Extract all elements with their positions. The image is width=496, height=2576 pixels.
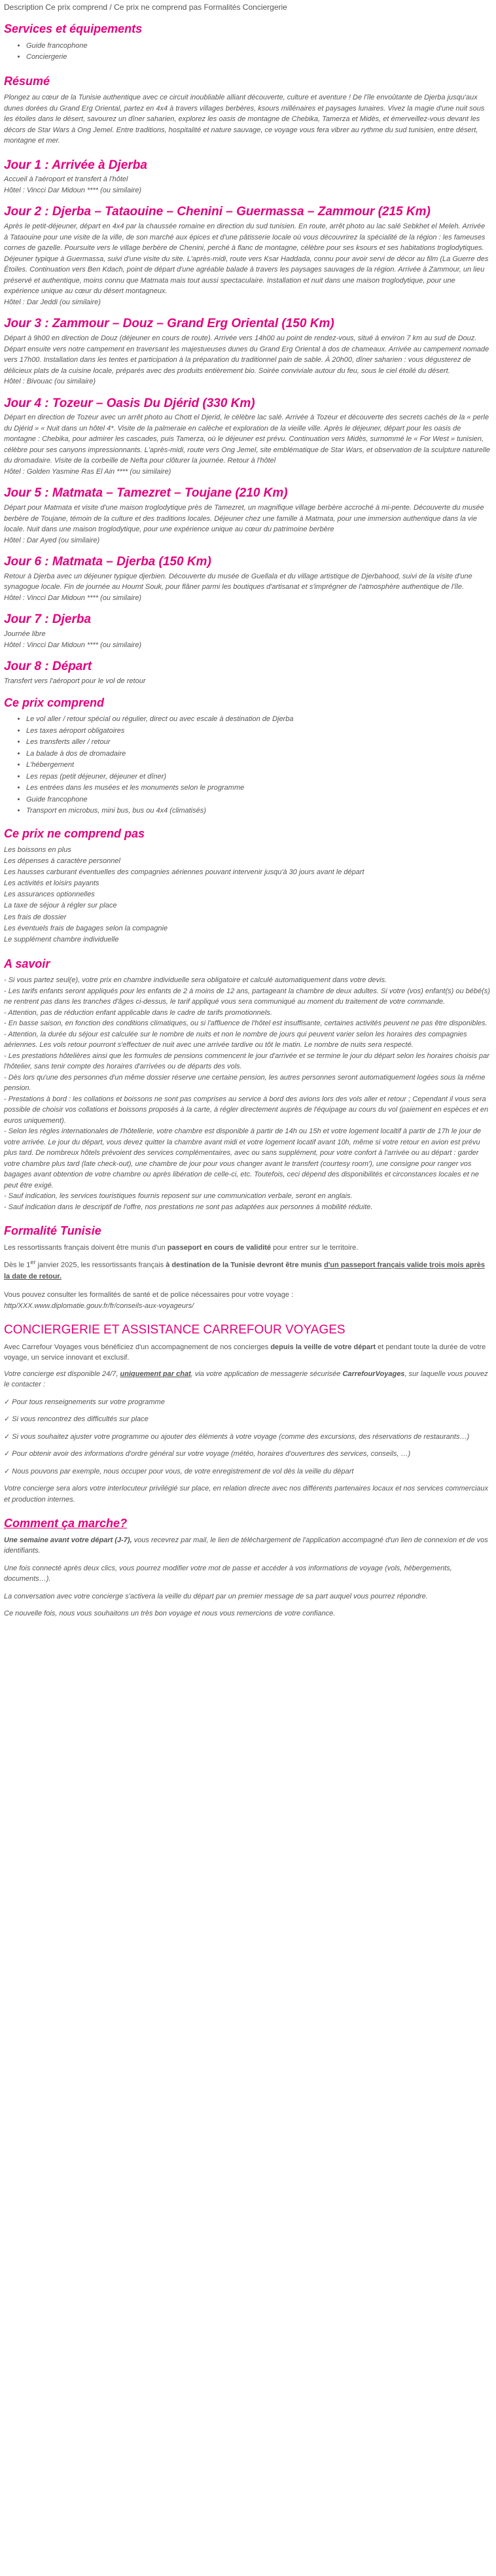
day-1 (4, 158, 491, 196)
list-item: • Les repas (petit déjeuner, déjeuner et dîner) (26, 771, 491, 783)
day-title: Jour 1 : Arrivée à Djerba (4, 158, 147, 172)
day-5 (4, 486, 491, 546)
list-item: Les hausses carburant éventuelles des compagnies aériennes pouvant intervenir jusqu'à 30 jours avant le départ (4, 868, 364, 877)
formalite-title: Formalité Tunisie (4, 1224, 101, 1238)
day-title: Jour 2 : Djerba – Tataouine – Chenini – Guermassa – Zammour (215 Km) (4, 205, 431, 219)
day-text: Après le petit-déjeuner, départ en 4x4 par la chaussée romaine en direction du sud tunisien. En route, arrêt photo au lac salé Sebkhet el Meleh. Arrivée à Tataouine pour une visite de la ville, de son marché aux épices et d'une pâtisserie locale où vous découvrirez la spécialité de la région : les fameuses cornes de gazelle. Poursuite vers le village berbère de Chenini, perché à flanc de montagne, célèbre pour ses ksours et ses habitations troglodytiques. Déjeuner typique à Guermassa, suivi d'une visite du site. L'après-midi, route vers Ksar Haddada, connu pour avoir servi de décor au film (La Guerre des Étoiles. Continuation vers Ben Kdach, point de départ d'une agréable balade à travers les paysages sauvages de la région. Arrivée à Zammour, un lieu préservé et authentique, moins connu que Matmata mais tout aussi spectaculaire. Installation et nuit dans une maison troglodytique, pour une expérience unique au cœur du désert montagneux. (4, 222, 489, 296)
list-item: Les frais de dossier (4, 913, 67, 921)
day-title: Jour 3 : Zammour – Douz – Grand Erg Oriental (150 Km) (4, 317, 334, 331)
day-2 (4, 205, 491, 308)
includes-list (4, 714, 491, 817)
comment-step-1: Une semaine avant votre départ (J-7), vous recevrez par mail, le lien de téléchargement de l'application accompagné d'un lien de connexion et de vos identifiants. (4, 1536, 488, 1555)
day-7 (4, 612, 491, 650)
avoir-list (4, 975, 491, 1212)
comment-title: Comment ça marche? (4, 1517, 128, 1530)
list-item: • Le vol aller / retour spécial ou régulier, direct ou avec escale à destination de Djerba (26, 714, 491, 725)
day-6 (4, 555, 491, 603)
check-item: ✓ Pour tous renseignements sur votre programme (4, 1398, 165, 1406)
day-hotel: Hôtel : Vincci Dar Midoun **** (ou similaire) (4, 641, 142, 649)
day-text: Transfert vers l'aéroport pour le vol de retour (4, 677, 146, 686)
day-title: Jour 4 : Tozeur – Oasis Du Djérid (330 Km) (4, 396, 255, 410)
list-item: - Dès lors qu'une des personnes d'un même dossier réserve une certaine pension, les autres personnes seront automatiquement logées sous la même pension. (4, 1073, 486, 1093)
list-item: • Les taxes aéroport obligatoires (26, 726, 491, 737)
day-title: Jour 6 : Matmata – Djerba (150 Km) (4, 555, 211, 569)
day-text: Départ pour Matmata et visite d'une maison troglodytique près de Tamezret, un magnifique village berbère accroché à mi-pente. Découverte du musée berbère de Toujane, témoin de la culture et des traditions locales. Déjeuner chez une famille à Matmata, pour une immersion authentique dans la vie locale. Nuit dans une maison troglodytique, pour une expérience unique au cœur du patrimoine berbère (4, 504, 484, 534)
day-hotel: Hôtel : Dar Ayed (ou similaire) (4, 536, 100, 544)
list-item: • Les entrées dans les musées et les monuments selon le programme (26, 783, 491, 794)
day-8 (4, 660, 491, 686)
includes-title: Ce prix comprend (4, 696, 105, 709)
day-text: Accueil à l'aéroport et transfert à l'hôtel (4, 175, 128, 184)
list-item: Les dépenses à caractère personnel (4, 857, 120, 866)
list-item: - Attention, la durée du séjour est calculée sur le nombre de nuits et non le nombre de jours qui peuvent varier selon les horaires des compagnies aériennes. Les vols retour pourront s'effectuer de nuit avec une arrivée tardive ou tôt le matin. Le nombre de nuits sera respecté. (4, 1030, 467, 1050)
check-item: ✓ Nous pouvons par exemple, nous occuper pour vous, de votre enregistrement de vol dès la veille du départ (4, 1467, 354, 1475)
formalite-link[interactable]: http/XXX.www.diplomatie.gouv.fr/fr/conseils-aux-voyageurs/ (4, 1301, 194, 1310)
list-item: - Les tarifs enfants seront appliqués pour les enfants de 2 à moins de 12 ans, partageant la chambre de deux adultes. Si votre (vos) enfant(s) ou bébé(s) ne rentrent pas dans les tranches d'âges ci-dessus, le tarif appliqué vous sera communiqué au moment du traitement de votre commande. (4, 987, 490, 1006)
day-4 (4, 397, 491, 478)
conciergerie-intro: Avec Carrefour Voyages vous bénéficiez d'un accompagnement de nos concierges depuis la veille de votre départ et pendant toute la durée de votre voyage, un service innovant et exclusif. (4, 1343, 486, 1362)
conciergerie-checklist (4, 1397, 491, 1477)
list-item: Les boissons en plus (4, 846, 71, 855)
formalite-passport: Les ressortissants français doivent être munis d'un passeport en cours de validité pour entrer sur le territoire. (4, 1243, 359, 1252)
services-list (4, 41, 491, 63)
list-item: • Guide francophone (26, 41, 491, 52)
list-item: Les activités et loisirs payants (4, 879, 99, 888)
resume-text: Plongez au cœur de la Tunisie authentique avec ce circuit inoubliable alliant découverte, culture et aventure ! De l'île envoûtante de Djerba jusqu'aux dunes dorées du Grand Erg Oriental, partez en 4x4 à travers villages berbères, ksours millénaires et paysages lunaires. Vivez la magie d'une nuit sous les étoiles dans le désert, savourez un dîner saharien, explorez les oasis de montagne de Chebika, Tamerza et Midès, et émerveillez-vous devant les décors de Star Wars à Ong Jemel. Entre traditions, hospitalité et nature sauvage, ce voyage vous fera vibrer au rythme du sud tunisien, entre désert, montagne et mer. (4, 94, 485, 145)
list-item: - Sauf indication, les services touristiques fournis reposent sur une communication verbale, seront en anglais. (4, 1192, 353, 1201)
conciergerie-title: CONCIERGERIE ET ASSISTANCE CARREFOUR VOYAGES (4, 1323, 345, 1337)
list-item: • L'hébergement (26, 760, 491, 771)
check-item: ✓ Si vous rencontrez des difficultés sur place (4, 1415, 149, 1424)
list-item: • Transport en microbus, mini bus, bus ou 4x4 (climatisés) (26, 805, 491, 817)
list-item: Le supplément chambre individuelle (4, 935, 119, 944)
list-item: - En basse saison, en fonction des conditions climatiques, ou si l'affluence de l'hôtel est insuffisante, certaines activités peuvent ne pas être disponibles. (4, 1019, 487, 1028)
excludes-list (4, 845, 491, 945)
day-title: Jour 5 : Matmata – Tamezret – Toujane (210 Km) (4, 486, 288, 501)
list-item: • Guide francophone (26, 794, 491, 805)
day-text: Départ en direction de Tozeur avec un arrêt photo au Chott el Djerid, le célèbre lac salé. Arrivée à Tozeur et découverte des secrets cachés de la « perle du Djérid » « Nuit dans un hôtel 4*. Visite de la palmeraie en calèche et exploration de la vieille ville. Après le déjeuner, départ pour les oasis de montagne : Chebika, pour admirer les cascades, puis Tamerza, où le déjeuner est prévu. Continuation vers Midès, surnommé le « For West » tunisien, célèbre pour ses canyons impressionnants. L'après-midi, route vers Ong Jemel, site emblématique de Star Wars, et observation de la sculpture naturelle du dromadaire. Visite de la corbeille de Nefta pour clôturer la journée. Retour à l'hôtel (4, 414, 490, 465)
list-item: - Selon les règles internationales de l'hôtellerie, votre chambre est disponible à partir de 14h ou 15h et votre logement localtif à partir de 17h le jour de votre arrivée. Le jour du départ, vous devez quitter la chambre avant midi et votre logement locatif avant 10h, même si votre retour en avion est prévu plus tard. De nombreux hôtels prévoient des services complémentaires, avec ou sans supplément, pour votre confort à l'arrivée ou au départ : garder votre chambre plus tard (late check-out), une chambre de jour pour vous changer avant le transfert (courtesy room'), une consigne pour ranger vos bagages avant obtention de votre chambre ou après libération de celle-ci, etc. Toutefois, ceci dépend des disponibilités et circonstances locales et ne peut être exigé. (4, 1127, 482, 1190)
day-hotel: Hôtel : Vincci Dar Midoun **** (ou similaire) (4, 186, 142, 194)
check-item: ✓ Si vous souhaitez ajuster votre programme ou ajouter des éléments à votre voyage (comme des excursions, des réservations de restaurants…) (4, 1432, 470, 1441)
day-title: Jour 7 : Djerba (4, 612, 92, 627)
formalite-2025: Dès le 1er janvier 2025, les ressortissants français à destination de la Tunisie devront être munis d'un passeport français valide trois mois après la date de retour. (4, 1259, 485, 1280)
resume-title: Résumé (4, 74, 50, 88)
list-item: - Prestations à bord : les collations et boissons ne sont pas comprises au service à bord des avions lors des vols aller et retour ; Cependant il vous sera possible de choisir vos collations et boissons proposés à la carte, à régler directement auprès de l'équipage au cours du vol (paiement en espèces et en euros uniquement). (4, 1095, 489, 1125)
excludes-title: Ce prix ne comprend pas (4, 826, 145, 840)
day-3 (4, 317, 491, 387)
conciergerie-availability: Votre concierge est disponible 24/7, uniquement par chat, via votre application de messagerie sécurisée CarrefourVoyages, sur laquelle vous pouvez le contacter : (4, 1369, 488, 1389)
check-item: ✓ Pour obtenir avoir des informations d'ordre général sur votre voyage (météo, horaires d'ouvertures des services, conseils, …) (4, 1450, 411, 1458)
list-item: Les assurances optionnelles (4, 891, 95, 899)
services-title: Services et équipements (4, 22, 143, 35)
day-text: Départ à 9h00 en direction de Douz (déjeuner en cours de route). Arrivée vers 14h00 au point de rendez-vous, situé à environ 7 km au sud de Douz. Départ ensuite vers notre campement en traversant les majestueuses dunes du Grand Erg Oriental à dos de chameaux. Arrivée au campement nomade vers 17h00. Installation dans les tentes et participation à la préparation du traditionnel pain de sable. À 20h00, dîner saharien : vous dégusterez de délicieux plats de la cuisine locale, préparés avec des produits entièrement bio. Soirée conviviale autour du feu, sous le ciel étoilé du désert. (4, 334, 489, 375)
comment-step-2: Une fois connecté après deux clics, vous pourrez modifier votre mot de passe et accéder à vos informations de voyage (vols, hébergements, documents…). (4, 1564, 452, 1583)
breadcrumb: Description Ce prix comprend / Ce prix ne comprend pas Formalités Conciergerie (4, 3, 287, 12)
list-item: Les éventuels frais de bagages selon la compagnie (4, 924, 168, 932)
list-item: La taxe de séjour à régler sur place (4, 902, 117, 910)
day-title: Jour 8 : Départ (4, 660, 92, 674)
day-hotel: Hôtel : Golden Yasmine Ras El Ain **** (ou similaire) (4, 467, 171, 476)
list-item: • Conciergerie (26, 52, 491, 63)
conciergerie-outro: Votre concierge sera alors votre interlocuteur privilégié sur place, en relation directe avec nos différents partenaires locaux et nos services commerciaux et production internes. (4, 1485, 489, 1504)
day-text: Journée libre (4, 630, 46, 639)
list-item: • La balade à dos de dromadaire (26, 749, 491, 760)
list-item: - Les prestations hôtelières ainsi que les formules de pensions commencent le jour d'arrivée et se termine le jour du départ selon les horaires choisis par l'hôtelier, sans tenir compte des horaires d'arrivées ou de départs des vols. (4, 1051, 489, 1071)
comment-step-3: La conversation avec votre concierge s'activera la veille du départ par un premier message de sa part auquel vous pourrez répondre. (4, 1592, 428, 1600)
list-item: - Sauf indication dans le descriptif de l'offre, nos prestations ne sont pas adaptées aux personnes à mobilité réduite. (4, 1203, 373, 1211)
list-item: • Les transferts aller / retour (26, 737, 491, 748)
formalite-consult: Vous pouvez consulter les formalités de santé et de police nécessaires pour votre voyage : (4, 1291, 294, 1299)
day-hotel: Hôtel : Bivouac (ou similaire) (4, 378, 96, 386)
day-hotel: Hôtel : Vincci Dar Midoun **** (ou similaire) (4, 593, 142, 602)
day-hotel: Hôtel : Dar Jeddi (ou similaire) (4, 298, 101, 306)
day-text: Retour à Djerba avec un déjeuner typique djerbien. Découverte du musée de Guellala et du village artistique de Djerbahood, suivi de la visite d'une synagogue locale. Fin de journée au Houmt Souk, pour flâner parmi les boutiques d'artisanat et s'imprégner de l'atmosphère authentique de l'île. (4, 572, 472, 591)
avoir-title: A savoir (4, 957, 50, 970)
comment-closing: Ce nouvelle fois, nous vous souhaitons un très bon voyage et nous vous remercions de votre confiance. (4, 1610, 336, 1618)
list-item: - Attention, pas de réduction enfant applicable dans le cadre de tarifs promotionnels. (4, 1008, 272, 1017)
list-item: - Si vous partez seul(e), votre prix en chambre individuelle sera obligatoire et calculé automatiquement dans votre devis. (4, 976, 387, 985)
